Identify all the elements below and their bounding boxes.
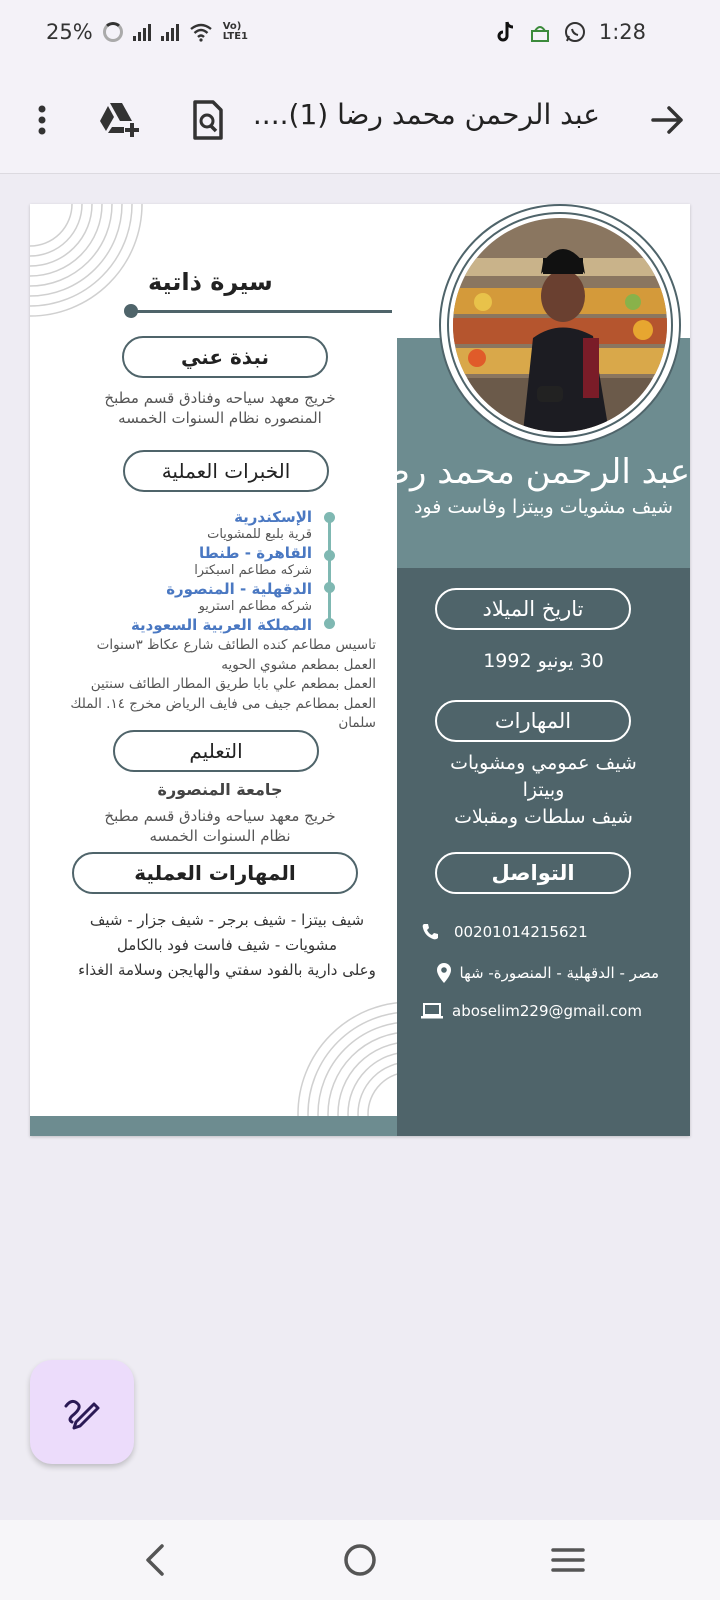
experience-city: الإسكندرية — [234, 508, 312, 526]
system-nav-bar — [0, 1520, 720, 1600]
education-text: خريج معهد سياحه وفنادق قسم مطبخ نظام السنوات الخمسه — [104, 807, 336, 845]
drive-add-icon[interactable] — [96, 96, 144, 144]
contact-email: aboselim229@gmail.com — [420, 1002, 642, 1020]
heading-underline-dot — [124, 304, 138, 318]
heading-underline — [130, 310, 392, 313]
skill-item: وبيتزا — [522, 779, 565, 801]
cv-document[interactable] — [30, 204, 690, 1136]
practical-skills-heading: المهارات العملية — [72, 852, 358, 894]
phone-icon — [420, 922, 440, 942]
education-university: جامعة المنصورة — [157, 780, 283, 799]
timeline-dot — [324, 582, 335, 593]
experience-details: تاسيس مطاعم كنده الطائف شارع عكاظ ٣سنوات العمل بمطعم مشوي الحويه العمل بمطعم علي بابا طريق المطار الطائف سنتين العمل بمطاعم جيف مى فايف الرياض مخرج ١٤. الملك سلمان — [70, 637, 376, 731]
practical-skills-text: شيف بيتزا - شيف برجر - شيف جزار - شيف مشويات - شيف فاست فود بالكامل وعلى دارية بالفود سفتي والهايجن وسلامة الغذاء — [78, 911, 376, 979]
app-bar — [0, 68, 720, 174]
skill-item: شيف عمومي ومشويات — [450, 752, 637, 774]
search-document-icon[interactable] — [184, 96, 232, 144]
battery-ring-icon — [103, 22, 123, 42]
nav-home-icon[interactable] — [336, 1536, 384, 1584]
edit-fab-button[interactable] — [30, 1360, 134, 1464]
back-arrow-icon[interactable] — [644, 96, 692, 144]
timeline-dot — [324, 550, 335, 561]
location-pin-icon — [436, 962, 452, 984]
nav-recents-icon[interactable] — [544, 1536, 592, 1584]
birth-date-heading: تاريخ الميلاد — [435, 588, 631, 630]
about-heading: نبذة عني — [122, 336, 328, 378]
whatsapp-icon — [563, 20, 587, 44]
experience-city: القاهرة - طنطا — [199, 544, 312, 562]
timeline-line — [328, 518, 331, 628]
tiktok-icon — [495, 20, 517, 44]
laptop-icon — [420, 1002, 444, 1020]
experience-place: شركه مطاعم اسبكترا — [194, 563, 312, 578]
profile-photo — [453, 218, 667, 432]
nav-back-icon[interactable] — [130, 1536, 178, 1584]
bottom-band — [30, 1116, 397, 1136]
contact-phone: 00201014215621 — [420, 922, 588, 942]
skills-list — [397, 750, 690, 831]
volte-indicator: Vo) LTE1 — [222, 21, 249, 42]
experience-timeline — [72, 508, 312, 634]
person-name: عبد الرحمن محمد رضا — [370, 452, 690, 492]
contact-address: مصر - الدقهلية - المنصورة- شها — [423, 962, 659, 984]
experience-city: المملكة العربية السعودية — [130, 616, 312, 634]
signal-icon-2 — [161, 23, 179, 41]
timeline-dot — [324, 512, 335, 523]
status-bar — [0, 0, 720, 68]
clock: 1:28 — [598, 20, 646, 44]
document-title: عبد الرحمن محمد رضا (1).... — [252, 98, 600, 131]
skill-item: شيف سلطات ومقبلات — [454, 806, 633, 828]
education-heading: التعليم — [113, 730, 319, 772]
birth-date-value: 30 يونيو 1992 — [483, 650, 604, 672]
experience-place: قرية بلبع للمشويات — [207, 527, 312, 542]
cv-heading: سيرة ذاتية — [148, 268, 273, 296]
timeline-dot — [324, 618, 335, 629]
experience-city: الدقهلية - المنصورة — [166, 580, 312, 598]
experience-place: شركه مطاعم استريو — [198, 599, 312, 614]
wifi-icon — [189, 22, 213, 42]
more-vert-icon[interactable] — [18, 96, 66, 144]
battery-percent: 25% — [46, 20, 93, 44]
experience-heading: الخبرات العملية — [123, 450, 329, 492]
edit-pen-icon — [62, 1392, 102, 1432]
skills-heading: المهارات — [435, 700, 631, 742]
contact-heading: التواصل — [435, 852, 631, 894]
about-text: خريج معهد سياحه وفنادق قسم مطبخ المنصوره نظام السنوات الخمسه — [104, 389, 336, 427]
job-title: شيف مشويات وبيتزا وفاست فود — [413, 496, 674, 518]
mosque-icon — [529, 21, 551, 43]
signal-icon — [133, 23, 151, 41]
